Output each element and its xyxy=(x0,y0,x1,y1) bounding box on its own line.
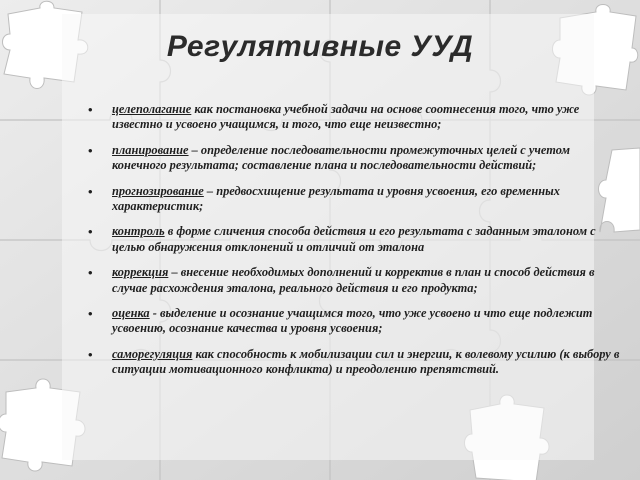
list-item-text: в форме сличения способа действия и его результата с заданным эталоном с целью обнаружения отклонений и отличий от эталона xyxy=(112,224,596,254)
list-item xyxy=(88,143,623,174)
list-item-text: - выделение и осознание учащимся того, что уже усвоено и что еще подлежит усвоению, осознание качества и уровня усвоения; xyxy=(112,306,593,336)
bullet-icon: • xyxy=(88,224,93,240)
list-item xyxy=(88,265,623,296)
list-item xyxy=(88,184,623,215)
list-item xyxy=(88,347,623,378)
list-item-term: оценка xyxy=(112,306,150,321)
list-item-text: – определение последовательности промежуточных целей с учетом конечного результата; составление плана и последовательности действий; xyxy=(112,142,570,173)
list-item xyxy=(88,102,623,133)
list-item xyxy=(88,306,623,337)
list-item-text: – предвосхищение результата и уровня усвоения, его временных характеристик; xyxy=(112,183,560,214)
list-item xyxy=(88,224,623,255)
list-item-text: – внесение необходимых дополнений и корректив в план и способ действия в случае расхождения эталона, реального действия и его продукта; xyxy=(112,265,595,295)
bullet-icon: • xyxy=(88,142,93,158)
list-item-term: коррекция xyxy=(112,265,169,280)
bullet-icon: • xyxy=(88,265,93,281)
bullet-icon: • xyxy=(88,183,93,199)
bullet-icon: • xyxy=(88,102,93,117)
list-item-text: как постановка учебной задачи на основе соотнесения того, что уже известно и усвоено учащимся, и того, что еще неизвестно; xyxy=(112,102,580,132)
bullet-list xyxy=(88,102,623,388)
list-item-term: прогнозирование xyxy=(112,183,204,198)
list-item-text: как способность к мобилизации сил и энергии, к волевому усилию (к выбору в ситуации мотивационного конфликта) и преодолению препятствий. xyxy=(112,346,620,377)
slide-title: Регулятивные УУД xyxy=(166,30,474,63)
bullet-icon: • xyxy=(88,306,93,322)
list-item-term: саморегуляция xyxy=(112,346,193,361)
list-item-term: планирование xyxy=(112,142,189,157)
bullet-icon: • xyxy=(88,346,93,362)
list-item-term: контроль xyxy=(112,224,165,239)
list-item-term: целеполагание xyxy=(112,102,192,116)
